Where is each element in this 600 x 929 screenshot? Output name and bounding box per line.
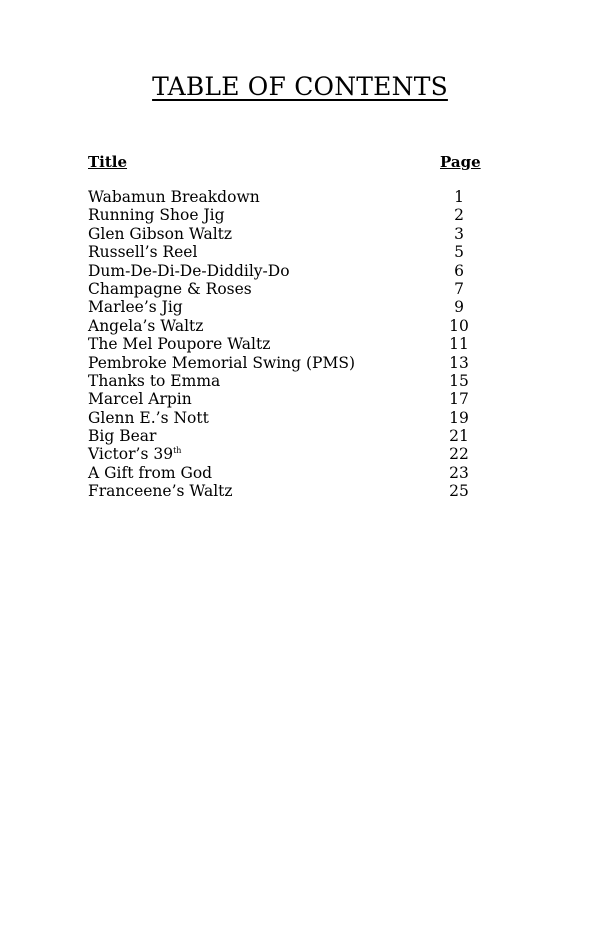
toc-entry-title: Running Shoe Jig [88,206,225,225]
toc-entry-page: 6 [454,261,464,280]
toc-entry [88,372,488,390]
toc-entry [88,427,488,445]
toc-entry-page: 9 [454,298,464,317]
toc-entry [88,354,488,372]
toc-entry [88,335,488,353]
toc-entry-page: 7 [454,279,464,298]
toc-entry [88,206,488,224]
column-header-page: Page [440,153,481,171]
toc-entry [88,298,488,316]
toc-entry-title: Franceene’s Waltz [88,482,233,501]
toc-entry [88,225,488,243]
toc-entry-page: 1 [454,188,464,206]
toc-entry-title: The Mel Poupore Waltz [88,335,271,354]
toc-entry-page: 10 [449,316,469,335]
toc-entry-page: 19 [449,408,469,427]
toc-entry [88,188,488,206]
toc-entry-page: 25 [449,482,469,501]
toc-entry [88,445,488,463]
toc-list [88,188,488,501]
toc-entry-page: 22 [449,445,469,464]
toc-entry-page: 3 [454,224,464,243]
toc-entry [88,243,488,261]
toc-entry [88,317,488,335]
toc-entry-page: 5 [454,243,464,262]
toc-entry-title: Victor’s 39 [88,445,174,464]
toc-entry [88,390,488,408]
toc-entry-page: 13 [449,353,469,372]
toc-entry-page: 11 [449,335,469,354]
toc-entry-title: Big Bear [88,427,157,446]
toc-entry-page: 17 [449,390,469,409]
toc-entry-title: Glen Gibson Waltz [88,224,233,243]
toc-entry-title: Russell’s Reel [88,243,198,262]
column-header-title: Title [88,153,128,171]
toc-entry-title: Dum-De-Di-De-Diddily-Do [88,261,290,280]
toc-entry-title: Champagne & Roses [88,279,252,298]
toc-entry-page: 23 [449,463,469,482]
toc-entry-title: A Gift from God [88,463,213,482]
toc-entry-title: Glenn E.’s Nott [88,408,209,427]
toc-entry-page: 15 [449,371,469,390]
toc-entry-page: 21 [449,427,469,446]
ordinal-superscript: th [173,446,182,456]
toc-entry [88,409,488,427]
toc-entry-title: Marcel Arpin [88,390,192,409]
page-title: TABLE OF CONTENTS [152,72,448,101]
toc-entry-page: 2 [454,206,464,225]
toc-entry [88,464,488,482]
toc-entry-title: Angela’s Waltz [88,316,204,335]
toc-entry-title-with-superscript [88,445,181,463]
toc-entry-title: Wabamun Breakdown [88,188,260,206]
toc-entry [88,280,488,298]
toc-entry-title: Pembroke Memorial Swing (PMS) [88,353,356,372]
toc-entry [88,262,488,280]
toc-entry-title: Thanks to Emma [88,371,221,390]
toc-entry [88,482,488,500]
toc-entry-title: Marlee’s Jig [88,298,183,317]
